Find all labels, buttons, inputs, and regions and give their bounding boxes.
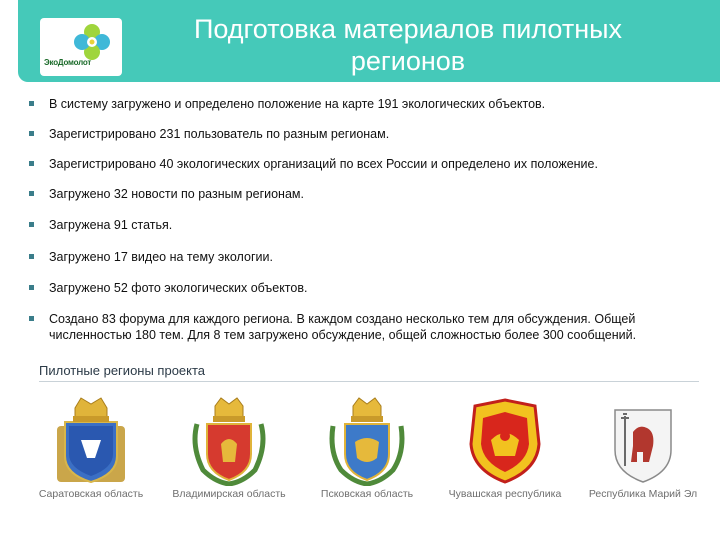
- list-item: Зарегистрировано 40 экологических организаций по всех России и определено их положение.: [18, 156, 718, 172]
- region-mari-el: [578, 396, 708, 521]
- divider: [39, 381, 699, 382]
- region-saratov: [26, 396, 156, 521]
- list-item: Загружено 52 фото экологических объектов.: [18, 280, 718, 296]
- region-vladimir: [164, 396, 294, 521]
- region-name: Саратовская область: [38, 488, 144, 500]
- vladimir-coat-of-arms-icon: [189, 396, 269, 486]
- list-item: Зарегистрировано 231 пользователь по разным регионам.: [18, 126, 718, 142]
- page-title: Подготовка материалов пилотных регионов: [193, 14, 623, 76]
- region-name: Чувашская республика: [448, 488, 562, 500]
- chuvash-coat-of-arms-icon: [465, 396, 545, 486]
- region-name: Псковская область: [320, 488, 414, 500]
- header-band: [18, 0, 720, 82]
- pskov-coat-of-arms-icon: [327, 396, 407, 486]
- list-item: В систему загружено и определено положение на карте 191 экологических объектов.: [18, 96, 718, 112]
- eco-logo: [40, 18, 122, 76]
- region-chuvash: [440, 396, 570, 521]
- mari-el-coat-of-arms-icon: [603, 396, 683, 486]
- region-pskov: [302, 396, 432, 521]
- list-item: Загружено 17 видео на тему экологии.: [18, 249, 718, 265]
- saratov-coat-of-arms-icon: [51, 396, 131, 486]
- content-area: [18, 82, 720, 358]
- list-item: Загружено 32 новости по разным регионам.: [18, 186, 718, 202]
- achievement-list: [18, 96, 718, 343]
- list-item: Создано 83 форума для каждого региона. В каждом создано несколько тем для обсуждения. Общей численностью 180 тем. Для 8 тем загружено обсуждение, общей сложностью более 300 сообщений.: [18, 311, 718, 343]
- logo-wordmark: ЭкоДомолот: [44, 58, 92, 67]
- pilot-regions-panel: [26, 358, 712, 526]
- region-name: Республика Марий Эл: [588, 488, 698, 500]
- region-name: Владимирская область: [172, 488, 286, 500]
- regions-title: Пилотные регионы проекта: [39, 363, 206, 378]
- list-item: Загружена 91 статья.: [18, 217, 718, 233]
- clover-logo-icon: [40, 18, 122, 76]
